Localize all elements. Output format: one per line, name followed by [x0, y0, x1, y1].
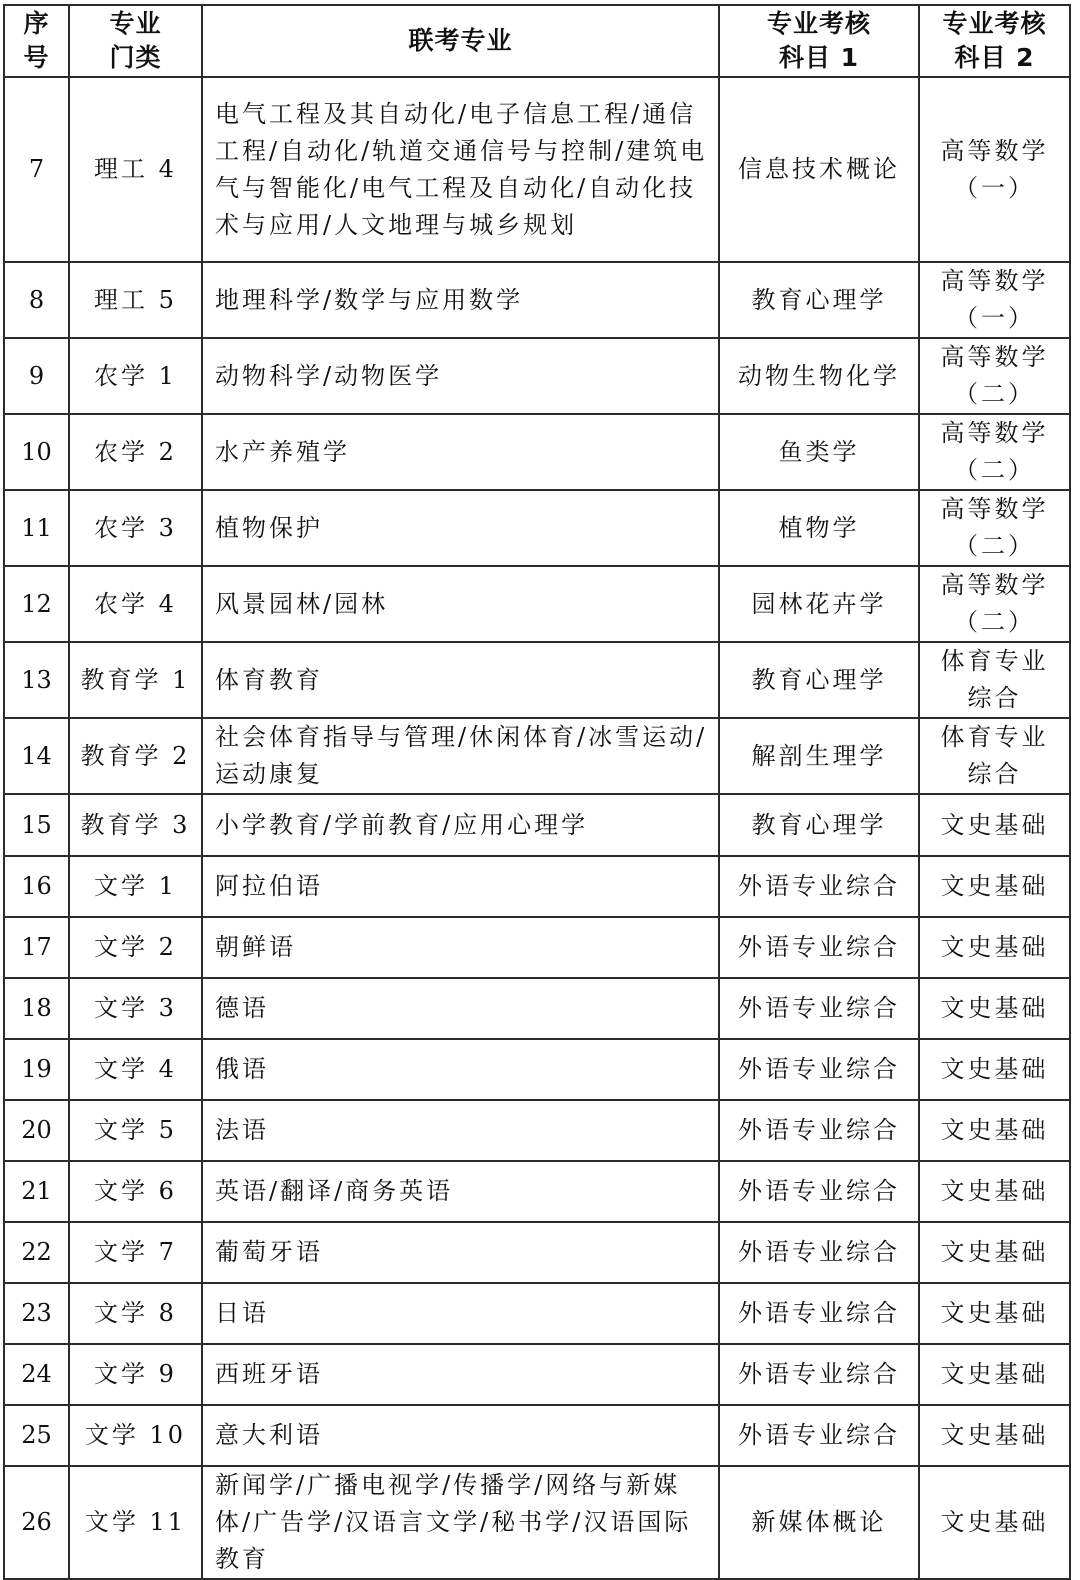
- row-subject1: 外语专业综合: [719, 1283, 919, 1344]
- table-row: [4, 1466, 1070, 1579]
- row-category: 理工 4: [69, 77, 202, 262]
- row-majors: 地理科学/数学与应用数学: [202, 262, 719, 338]
- table-row: [4, 1039, 1070, 1100]
- row-index: 26: [4, 1466, 69, 1579]
- table-row: [4, 642, 1070, 718]
- table-row: [4, 414, 1070, 490]
- row-index: 22: [4, 1222, 69, 1283]
- row-category: 文学 3: [69, 978, 202, 1039]
- row-majors: 日语: [202, 1283, 719, 1344]
- header-index: 序 号: [4, 5, 69, 77]
- row-majors: 德语: [202, 978, 719, 1039]
- row-subject1: 外语专业综合: [719, 1161, 919, 1222]
- row-subject2: 高等数学 （二）: [919, 338, 1070, 414]
- row-majors: 水产养殖学: [202, 414, 719, 490]
- row-majors: 葡萄牙语: [202, 1222, 719, 1283]
- row-subject1: 信息技术概论: [719, 77, 919, 262]
- row-subject2: 文史基础: [919, 1283, 1070, 1344]
- header-subject1: 专业考核 科目 1: [719, 5, 919, 77]
- row-category: 文学 1: [69, 856, 202, 917]
- row-majors: 体育教育: [202, 642, 719, 718]
- row-category: 文学 5: [69, 1100, 202, 1161]
- row-subject2: 高等数学 （二）: [919, 566, 1070, 642]
- row-majors: 电气工程及其自动化/电子信息工程/通信工程/自动化/轨道交通信号与控制/建筑电气与智能化/电气工程及自动化/自动化技术与应用/人文地理与城乡规划: [202, 77, 719, 262]
- row-subject1: 外语专业综合: [719, 917, 919, 978]
- table-row: [4, 794, 1070, 856]
- row-majors: 英语/翻译/商务英语: [202, 1161, 719, 1222]
- row-index: 19: [4, 1039, 69, 1100]
- row-subject2: 文史基础: [919, 856, 1070, 917]
- header-row: [4, 5, 1070, 77]
- row-subject1: 植物学: [719, 490, 919, 566]
- row-category: 文学 7: [69, 1222, 202, 1283]
- header-major: 联考专业: [202, 5, 719, 77]
- row-category: 文学 11: [69, 1466, 202, 1579]
- table-row: [4, 490, 1070, 566]
- table-row: [4, 566, 1070, 642]
- row-subject2: 高等数学 （二）: [919, 414, 1070, 490]
- row-majors: 小学教育/学前教育/应用心理学: [202, 794, 719, 856]
- table-row: [4, 1161, 1070, 1222]
- row-category: 文学 2: [69, 917, 202, 978]
- row-index: 20: [4, 1100, 69, 1161]
- row-subject1: 动物生物化学: [719, 338, 919, 414]
- row-subject1: 解剖生理学: [719, 718, 919, 794]
- row-majors: 社会体育指导与管理/休闲体育/冰雪运动/运动康复: [202, 718, 719, 794]
- majors-table: [3, 4, 1071, 1580]
- row-subject1: 外语专业综合: [719, 1344, 919, 1405]
- row-index: 24: [4, 1344, 69, 1405]
- row-subject1: 教育心理学: [719, 794, 919, 856]
- row-index: 8: [4, 262, 69, 338]
- row-majors: 意大利语: [202, 1405, 719, 1466]
- row-subject1: 外语专业综合: [719, 1222, 919, 1283]
- table-row: [4, 856, 1070, 917]
- row-subject1: 外语专业综合: [719, 1039, 919, 1100]
- row-subject1: 教育心理学: [719, 262, 919, 338]
- row-subject1: 外语专业综合: [719, 1100, 919, 1161]
- row-subject2: 高等数学 （二）: [919, 490, 1070, 566]
- row-subject2: 文史基础: [919, 917, 1070, 978]
- table-row: [4, 1405, 1070, 1466]
- row-majors: 风景园林/园林: [202, 566, 719, 642]
- row-majors: 新闻学/广播电视学/传播学/网络与新媒体/广告学/汉语言文学/秘书学/汉语国际教育: [202, 1466, 719, 1579]
- row-category: 农学 1: [69, 338, 202, 414]
- row-category: 农学 4: [69, 566, 202, 642]
- row-category: 文学 6: [69, 1161, 202, 1222]
- table-row: [4, 978, 1070, 1039]
- row-category: 教育学 3: [69, 794, 202, 856]
- row-subject2: 文史基础: [919, 1161, 1070, 1222]
- row-index: 14: [4, 718, 69, 794]
- row-subject2: 体育专业 综合: [919, 642, 1070, 718]
- row-subject2: 文史基础: [919, 1100, 1070, 1161]
- row-subject2: 高等数学 （一）: [919, 262, 1070, 338]
- header-subject2: 专业考核 科目 2: [919, 5, 1070, 77]
- row-index: 10: [4, 414, 69, 490]
- row-subject2: 高等数学 （一）: [919, 77, 1070, 262]
- row-category: 教育学 1: [69, 642, 202, 718]
- row-subject1: 园林花卉学: [719, 566, 919, 642]
- table-row: [4, 338, 1070, 414]
- row-subject1: 鱼类学: [719, 414, 919, 490]
- table-row: [4, 77, 1070, 262]
- row-category: 教育学 2: [69, 718, 202, 794]
- row-subject2: 文史基础: [919, 1344, 1070, 1405]
- row-subject1: 教育心理学: [719, 642, 919, 718]
- row-category: 文学 8: [69, 1283, 202, 1344]
- table-row: [4, 1283, 1070, 1344]
- row-category: 农学 2: [69, 414, 202, 490]
- row-category: 文学 10: [69, 1405, 202, 1466]
- table-row: [4, 1100, 1070, 1161]
- row-index: 25: [4, 1405, 69, 1466]
- row-index: 12: [4, 566, 69, 642]
- row-majors: 朝鲜语: [202, 917, 719, 978]
- row-index: 21: [4, 1161, 69, 1222]
- row-index: 9: [4, 338, 69, 414]
- row-index: 23: [4, 1283, 69, 1344]
- row-index: 18: [4, 978, 69, 1039]
- row-index: 7: [4, 77, 69, 262]
- header-category: 专业 门类: [69, 5, 202, 77]
- row-majors: 西班牙语: [202, 1344, 719, 1405]
- table-body: [4, 77, 1070, 1579]
- row-subject2: 文史基础: [919, 978, 1070, 1039]
- table-row: [4, 1344, 1070, 1405]
- row-subject2: 文史基础: [919, 1039, 1070, 1100]
- table-row: [4, 262, 1070, 338]
- row-subject2: 文史基础: [919, 1222, 1070, 1283]
- row-index: 17: [4, 917, 69, 978]
- row-majors: 阿拉伯语: [202, 856, 719, 917]
- row-subject1: 外语专业综合: [719, 978, 919, 1039]
- table-row: [4, 1222, 1070, 1283]
- row-index: 13: [4, 642, 69, 718]
- table-row: [4, 917, 1070, 978]
- row-subject2: 文史基础: [919, 1466, 1070, 1579]
- row-index: 16: [4, 856, 69, 917]
- row-subject2: 文史基础: [919, 794, 1070, 856]
- row-category: 理工 5: [69, 262, 202, 338]
- row-majors: 动物科学/动物医学: [202, 338, 719, 414]
- row-subject1: 外语专业综合: [719, 856, 919, 917]
- row-category: 文学 4: [69, 1039, 202, 1100]
- row-subject1: 新媒体概论: [719, 1466, 919, 1579]
- row-subject2: 体育专业 综合: [919, 718, 1070, 794]
- table-row: [4, 718, 1070, 794]
- row-subject1: 外语专业综合: [719, 1405, 919, 1466]
- row-index: 11: [4, 490, 69, 566]
- row-majors: 法语: [202, 1100, 719, 1161]
- row-majors: 俄语: [202, 1039, 719, 1100]
- row-majors: 植物保护: [202, 490, 719, 566]
- row-index: 15: [4, 794, 69, 856]
- row-subject2: 文史基础: [919, 1405, 1070, 1466]
- row-category: 文学 9: [69, 1344, 202, 1405]
- row-category: 农学 3: [69, 490, 202, 566]
